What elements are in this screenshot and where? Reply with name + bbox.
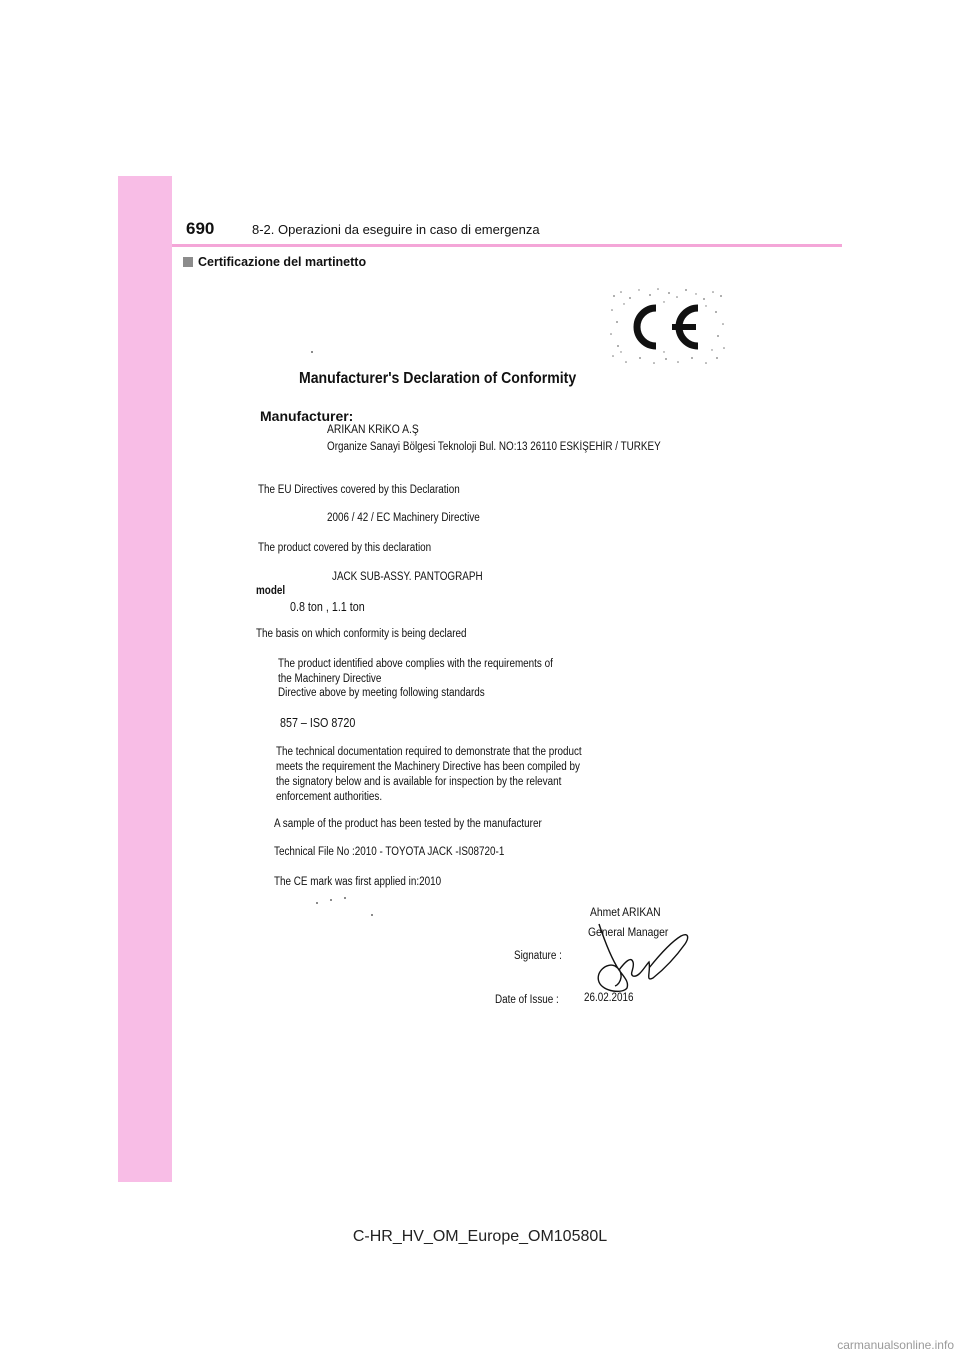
scan-speck <box>311 351 313 353</box>
basis-heading: The basis on which conformity is being declared <box>256 628 467 640</box>
compliance-line-1: The product identified above complies with the requirements of <box>278 658 553 670</box>
signer-title: General Manager <box>588 925 669 939</box>
document-code: C-HR_HV_OM_Europe_OM10580L <box>352 1228 608 1245</box>
ce-applied-statement: The CE mark was first applied in:2010 <box>274 876 442 888</box>
page-number: 690 <box>186 219 215 238</box>
ce-mark-text: CE <box>606 284 608 285</box>
tech-doc-line-3: the signatory below and is available for inspection by the relevant <box>276 776 562 788</box>
declaration-title: Manufacturer's Declaration of Conformity <box>299 370 577 387</box>
chapter-title: 8-2. Operazioni da eseguire in caso di emergenza <box>252 222 540 237</box>
manufacturer-label: Manufacturer: <box>260 408 354 424</box>
square-bullet-icon <box>183 257 193 267</box>
section-heading <box>183 255 366 269</box>
tech-doc-line-4: enforcement authorities. <box>276 791 383 803</box>
scan-speck <box>344 897 346 899</box>
sample-statement: A sample of the product has been tested by the manufacturer <box>274 818 542 830</box>
standard-reference: 857 – ISO 8720 <box>280 716 356 730</box>
directives-heading: The EU Directives covered by this Declaration <box>258 484 460 496</box>
date-of-issue-label: Date of Issue : <box>495 994 559 1006</box>
ce-mark-icon <box>606 284 728 366</box>
scan-speck <box>371 914 373 916</box>
site-watermark: carmanualsonline.info <box>837 1338 954 1352</box>
model-value: 0.8 ton , 1.1 ton <box>290 600 365 614</box>
scan-speck <box>316 902 318 904</box>
product-heading: The product covered by this declaration <box>258 542 432 554</box>
technical-file-number: Technical File No :2010 - TOYOTA JACK -IS08720-1 <box>274 846 505 858</box>
manufacturer-name: ARIKAN KRiKO A.Ş <box>327 422 419 436</box>
signature-label: Signature : <box>514 950 562 962</box>
product-name: JACK SUB-ASSY. PANTOGRAPH <box>332 571 483 583</box>
compliance-line-2: the Machinery Directive <box>278 673 382 685</box>
tech-doc-line-1: The technical documentation required to demonstrate that the product <box>276 746 582 758</box>
signer-name: Ahmet ARIKAN <box>590 905 661 919</box>
section-heading-text: Certificazione del martinetto <box>198 255 367 269</box>
manufacturer-address: Organize Sanayi Bölgesi Teknoloji Bul. NO:13 26110 ESKİŞEHİR / TURKEY <box>327 441 661 453</box>
header-divider <box>172 244 842 247</box>
date-of-issue-value: 26.02.2016 <box>584 992 634 1004</box>
handwritten-signature-icon <box>585 922 695 994</box>
tech-doc-line-2: meets the requirement the Machinery Directive has been compiled by <box>276 761 580 773</box>
model-label: model <box>256 585 286 597</box>
scan-speck <box>330 899 332 901</box>
directive-value: 2006 / 42 / EC Machinery Directive <box>327 512 480 524</box>
sidebar-strip <box>118 176 172 1182</box>
compliance-line-3: Directive above by meeting following standards <box>278 687 485 699</box>
